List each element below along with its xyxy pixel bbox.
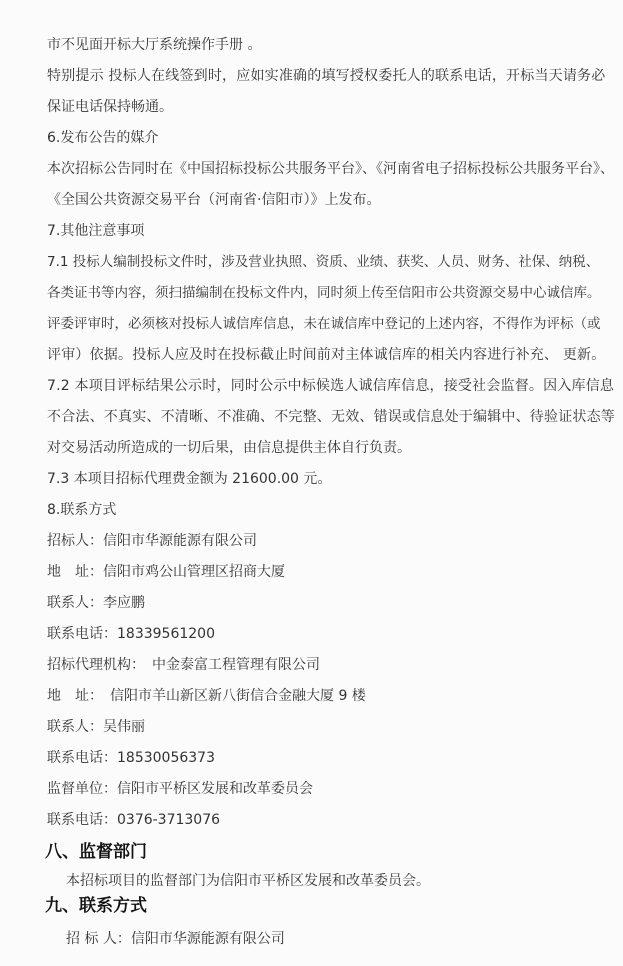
text-line: 保证电话保持畅通。 (47, 99, 173, 115)
text-line: 评委评审时，必须核对投标人诚信库信息，未在诚信库中登记的上述内容，不得作为评标（或 (47, 316, 601, 332)
text-line: 各类证书等内容，须扫描编制在投标文件内，同时须上传至信阳市公共资源交易中心诚信库。 (47, 285, 601, 301)
contact-line: 联系人：李应鹏 (47, 595, 145, 611)
section-heading: 7.其他注意事项 (47, 223, 145, 239)
text-line: 7.1 投标人编制投标文件时，涉及营业执照、资质、业绩、获奖、人员、财务、社保、纳税、 (47, 254, 600, 270)
text-line: 7.2 本项目评标结果公示时，同时公示中标候选人诚信库信息，接受社会监督。因入库信息 (47, 378, 615, 394)
text-line: 对交易活动所造成的一切后果，由信息提供主体自行负责。 (47, 440, 411, 456)
text-line: 《全国公共资源交易平台（河南省·信阳市）》上发布。 (47, 192, 381, 208)
contact-line: 监督单位：信阳市平桥区发展和改革委员会 (47, 781, 313, 797)
chapter-heading: 八、监督部门 (45, 842, 147, 862)
text-line: 本次招标公告同时在《中国招标投标公共服务平台》、《河南省电子招标投标公共服务平台》、 (47, 161, 614, 177)
contact-line: 地 址：信阳市鸡公山管理区招商大厦 (47, 564, 285, 580)
contact-line: 招标人：信阳市华源能源有限公司 (47, 533, 257, 549)
contact-line: 联系电话：18530056373 (47, 750, 215, 766)
text-line: 特别提示 投标人在线签到时，应如实准确的填写授权委托人的联系电话，开标当天请务必 (47, 68, 606, 84)
contact-line: 地 址： 信阳市羊山新区新八街信合金融大厦 9 楼 (47, 688, 366, 704)
contact-line: 联系人：吴伟丽 (47, 719, 145, 735)
text-line: 7.3 本项目招标代理费金额为 21600.00 元。 (47, 471, 332, 487)
contact-line: 联系电话：0376-3713076 (47, 812, 221, 828)
text-line: 评审）依据。投标人应及时在投标截止时间前对主体诚信库的相关内容进行补充、 更新。 (47, 347, 606, 363)
section-heading: 8.联系方式 (47, 502, 117, 518)
text-line: 本招标项目的监督部门为信阳市平桥区发展和改革委员会。 (66, 873, 430, 889)
chapter-heading: 九、联系方式 (45, 896, 147, 916)
text-line: 市不见面开标大厅系统操作手册 。 (47, 37, 262, 53)
text-line: 不合法、不真实、不清晰、不准确、不完整、无效、错误或信息处于编辑中、待验证状态等 (47, 409, 615, 425)
contact-line: 招 标 人：信阳市华源能源有限公司 (66, 931, 285, 947)
section-heading: 6.发布公告的媒介 (47, 130, 159, 146)
contact-line: 联系电话：18339561200 (47, 626, 215, 642)
contact-line: 招标代理机构： 中金泰富工程管理有限公司 (47, 657, 320, 673)
